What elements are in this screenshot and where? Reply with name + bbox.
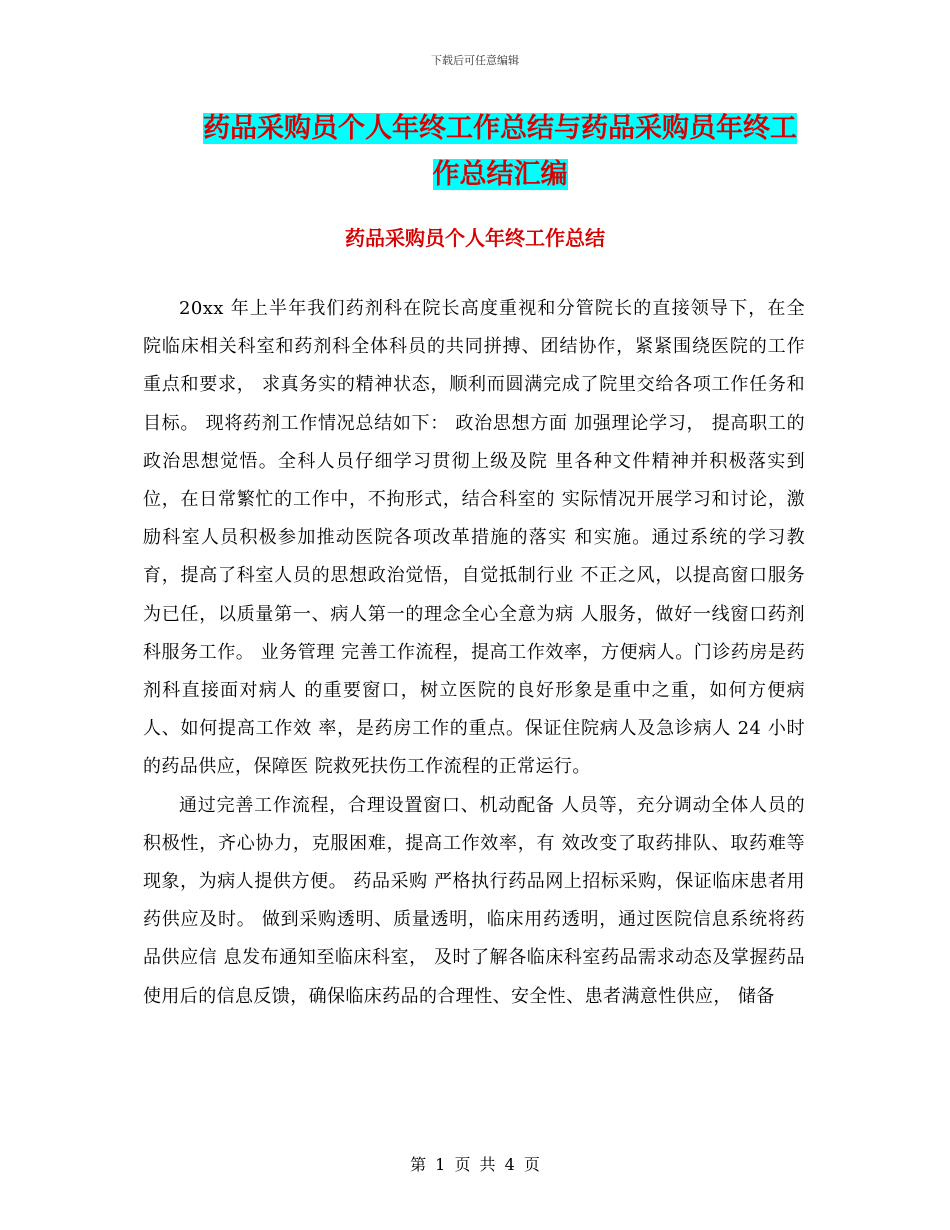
document-title-text: 药品采购员个人年终工作总结与药品采购员年终工作总结汇编	[203, 113, 797, 190]
document-title	[190, 106, 810, 198]
page-footer: 第 1 页 共 4 页	[410, 1155, 540, 1174]
body-text	[143, 290, 805, 1016]
paragraph: 通过完善工作流程，合理设置窗口、机动配备 人员等，充分调动全体人员的积极性，齐心协力，克服困难，提高工作效率，有 效改变了取药排队、取药难等现象，为病人提供方便。 药品采购 严格执行药品网上招标采购，保证临床患者用药供应及时。 做到采购透明、质量透明，临床用药透明，通过医院信息系统将药品供应信 息发布通知至临床科室， 及时了解各临床科室药品需求动态及掌握药品使用后的信息反馈，确保临床药品的合理性、安全性、患者满意性供应， 储备	[143, 794, 805, 1007]
paragraph: 20xx 年上半年我们药剂科在院长高度重视和分管院长的直接领导下，在全 院临床相关科室和药剂科全体科员的共同拼搏、团结协作，紧紧围绕医院的工作 重点和要求， 求真务实的精神状态，顺利而圆满完成了院里交给各项工作任务和 目标。 现将药剂工作情况总结如下： 政治思想方面 加强理论学习， 提高职工的政治思想觉悟。全科人员仔细学习贯彻上级及院 里各种文件精神并积极落实到位，在日常繁忙的工作中，不拘形式，结合科室的 实际情况开展学习和讨论，激励科室人员积极参加推动医院各项改革措施的落实 和实施。通过系统的学习教育，提高了科室人员的思想政治觉悟，自觉抵制行业 不正之风，以提高窗口服务为已任，以质量第一、病人第一的理念全心全意为病 人服务，做好一线窗口药剂科服务工作。 业务管理 完善工作流程，提高工作效率，方便病人。门诊药房是药剂科直接面对病人 的重要窗口，树立医院的良好形象是重中之重，如何方便病人、如何提高工作效 率，是药房工作的重点。保证住院病人及急诊病人 24 小时的药品供应，保障医 院救死扶伤工作流程的正常运行。	[143, 298, 805, 778]
page-header-note: 下载后可任意编辑	[431, 54, 519, 67]
section-heading: 药品采购员个人年终工作总结	[345, 226, 605, 250]
